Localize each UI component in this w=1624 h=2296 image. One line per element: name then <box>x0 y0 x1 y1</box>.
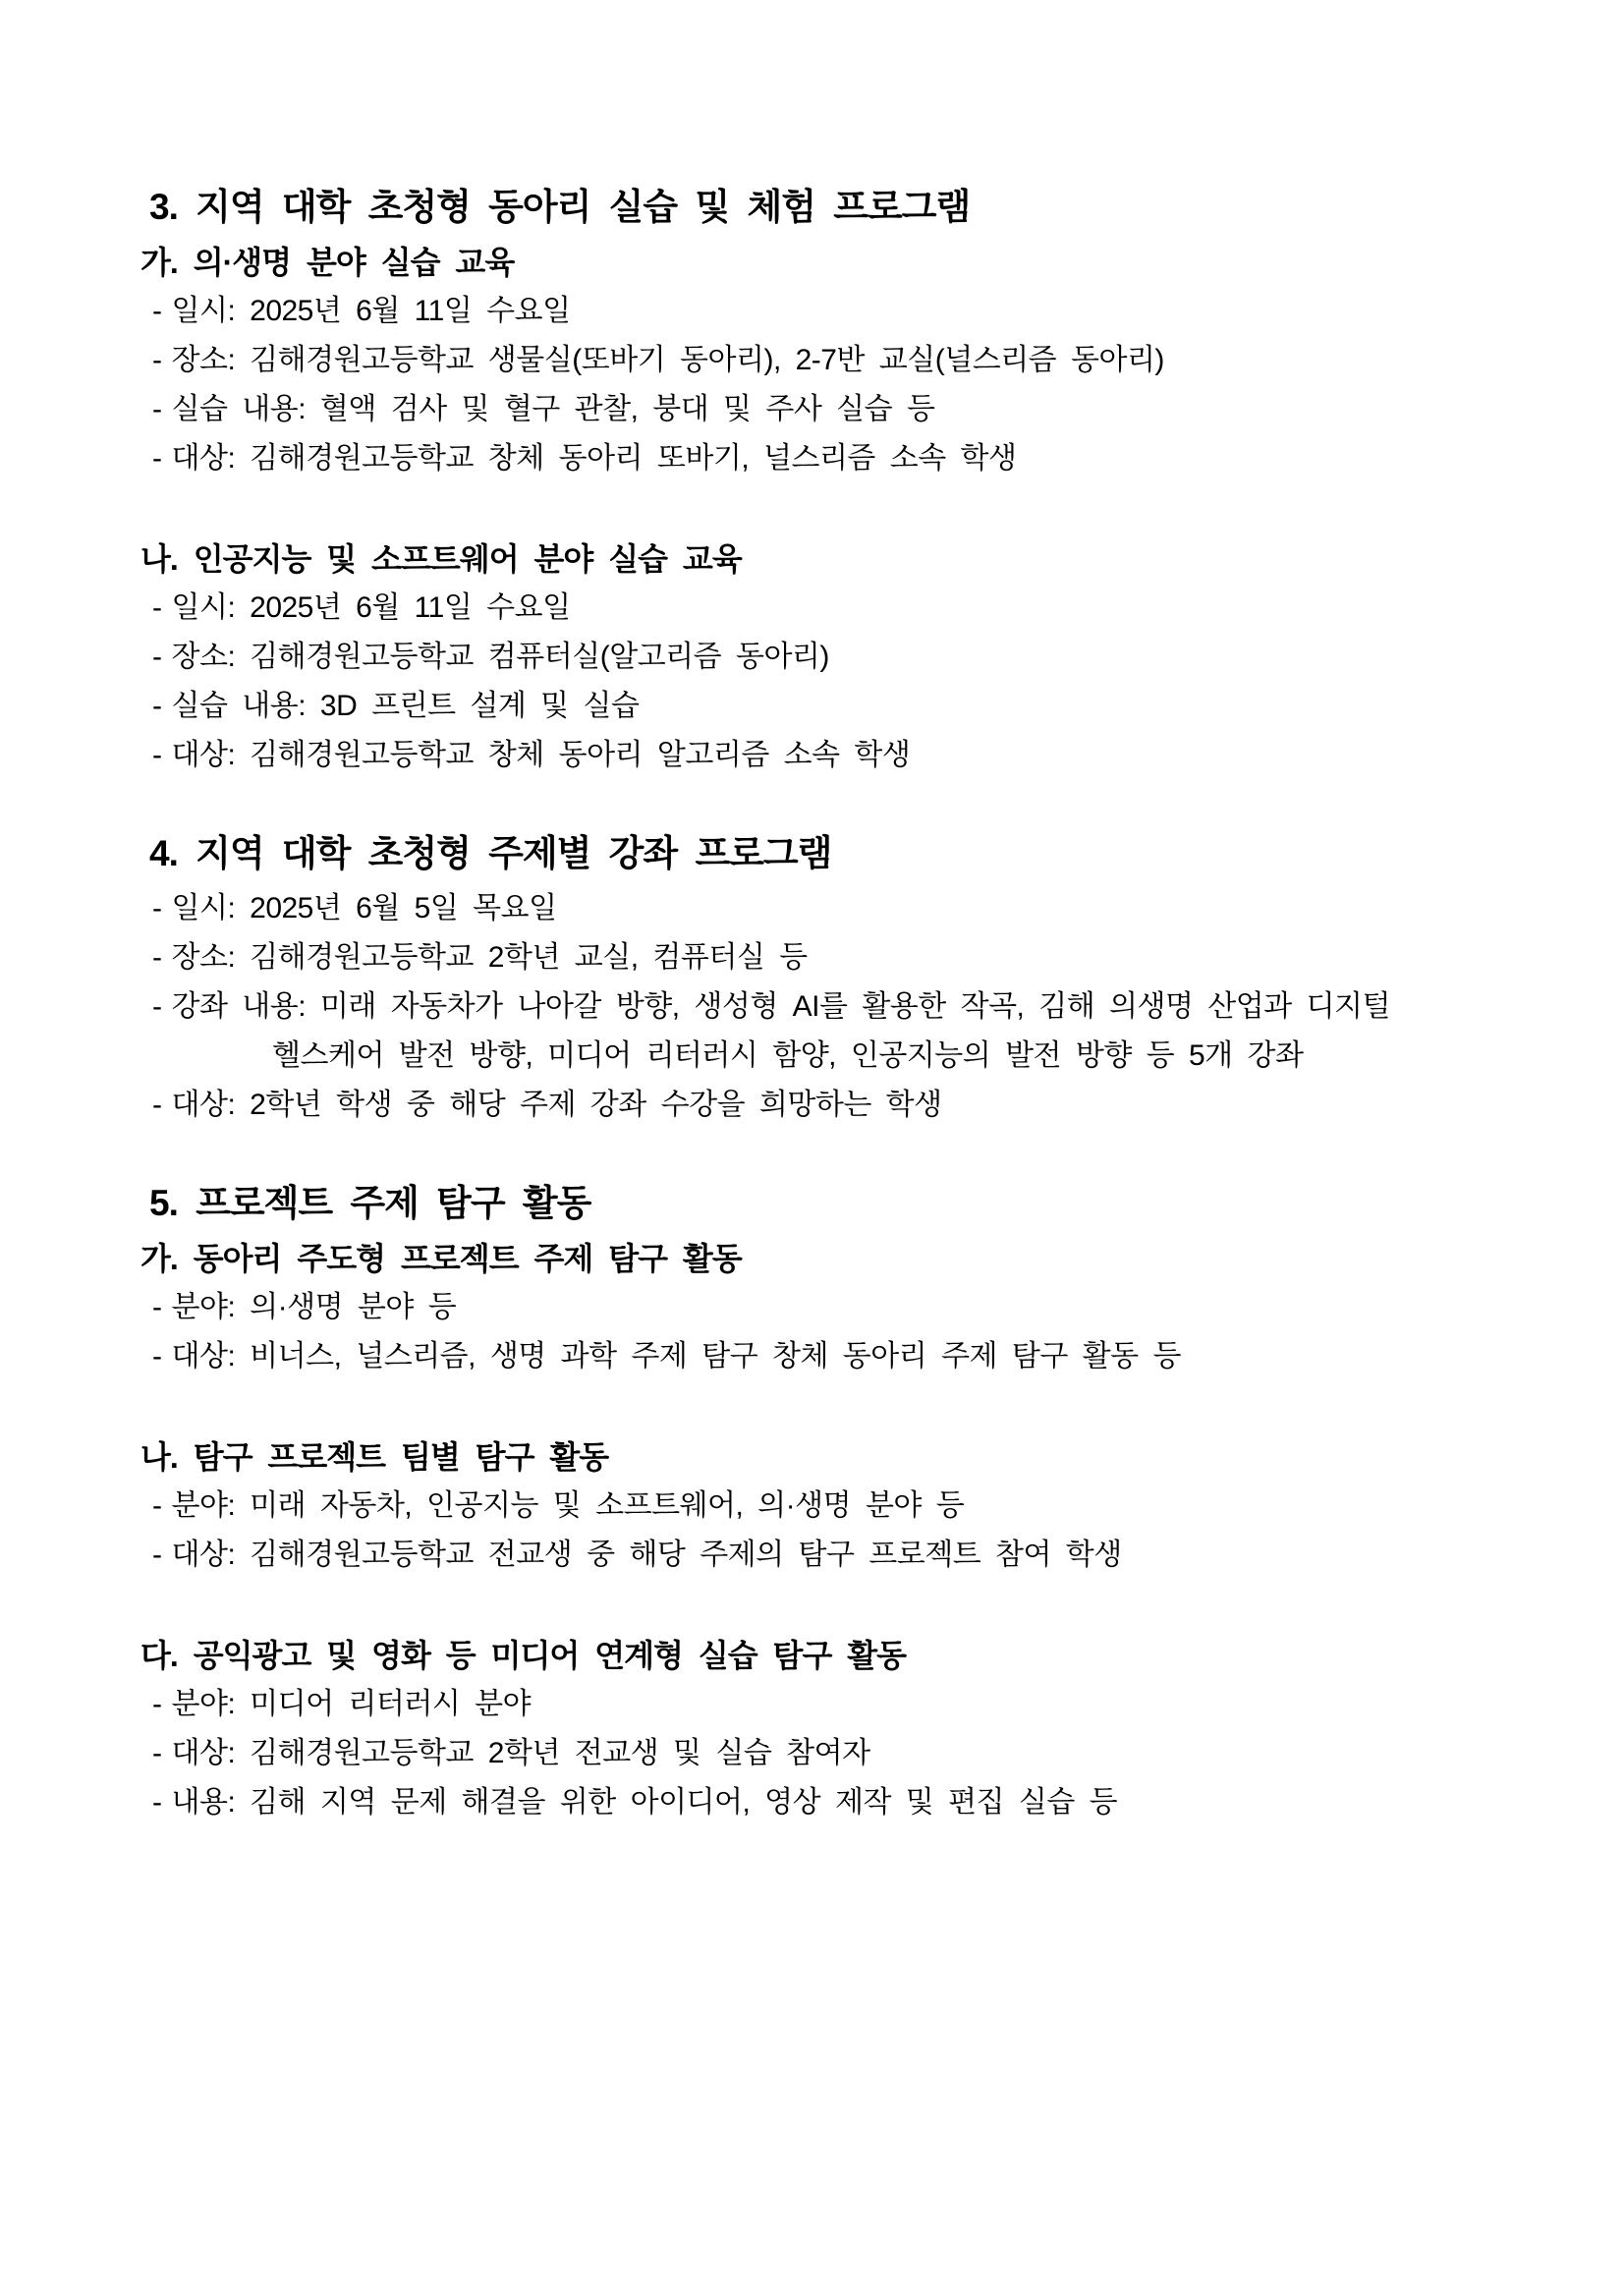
list-item <box>152 1680 1526 1729</box>
subsection <box>140 238 1526 483</box>
item-dash: - <box>152 1539 162 1571</box>
subsection-label: 다. <box>140 1638 178 1673</box>
section-heading <box>149 1179 1526 1228</box>
subsection-label: 가. <box>140 1241 178 1276</box>
section-heading <box>149 183 1526 232</box>
item-dash: - <box>152 1340 162 1372</box>
item-line <box>152 336 1526 385</box>
subsection-title: 의·생명 분야 실습 교육 <box>193 245 515 280</box>
item-text: 강좌 내용: 미래 자동차가 나아갈 방향, 생성형 AI를 활용한 작곡, 김해 의생명 산업과 디지털 <box>171 990 1391 1023</box>
subsection-heading <box>140 534 1526 584</box>
list-item <box>152 982 1526 1081</box>
item-dash: - <box>152 591 162 624</box>
subsection <box>140 884 1526 1130</box>
item-line <box>152 1482 1526 1531</box>
item-dash: - <box>152 990 162 1023</box>
item-dash: - <box>152 295 162 327</box>
item-line <box>152 1531 1526 1580</box>
subsection <box>140 1234 1526 1381</box>
item-dash: - <box>152 1291 162 1323</box>
section-number: 5. <box>149 1183 178 1223</box>
item-text: 분야: 미래 자동차, 인공지능 및 소프트웨어, 의·생명 분야 등 <box>171 1489 965 1522</box>
item-line <box>152 633 1526 682</box>
list-item <box>152 633 1526 682</box>
item-text: 분야: 미디어 리터러시 분야 <box>171 1688 532 1720</box>
subsection-label: 가. <box>140 245 178 280</box>
item-text: 대상: 김해경원고등학교 전교생 중 해당 주제의 탐구 프로젝트 참여 학생 <box>171 1539 1122 1571</box>
list-item <box>152 933 1526 982</box>
item-text: 내용: 김해 지역 문제 해결을 위한 아이디어, 영상 제작 및 편집 실습 등 <box>171 1786 1118 1819</box>
subsection-label: 나. <box>140 1439 178 1475</box>
item-line <box>152 884 1526 933</box>
list-item <box>152 434 1526 483</box>
list-item <box>152 1283 1526 1332</box>
subsection-heading <box>140 1432 1526 1482</box>
list-item <box>152 385 1526 434</box>
item-text: 일시: 2025년 6월 11일 수요일 <box>171 591 571 624</box>
section-3 <box>140 183 1526 780</box>
item-line <box>152 1680 1526 1729</box>
list-item <box>152 584 1526 633</box>
item-line <box>152 1081 1526 1130</box>
list-item <box>152 336 1526 385</box>
item-line <box>152 434 1526 483</box>
subsection-title: 동아리 주도형 프로젝트 주제 탐구 활동 <box>193 1241 742 1276</box>
item-dash: - <box>152 1786 162 1819</box>
list-item <box>152 682 1526 731</box>
item-text: 장소: 김해경원고등학교 생물실(또바기 동아리), 2-7반 교실(널스리즘 동아리) <box>171 344 1164 376</box>
item-dash: - <box>152 690 162 722</box>
item-dash: - <box>152 739 162 771</box>
list-item <box>152 1081 1526 1130</box>
subsection <box>140 534 1526 780</box>
item-text: 대상: 2학년 학생 중 해당 주제 강좌 수강을 희망하는 학생 <box>171 1089 942 1121</box>
item-dash: - <box>152 344 162 376</box>
subsection-heading <box>140 238 1526 287</box>
subsection-title: 공익광고 및 영화 등 미디어 연계형 실습 탐구 활동 <box>193 1638 907 1673</box>
item-continuation-line <box>152 1032 1526 1081</box>
section-number: 4. <box>149 833 178 873</box>
section-title: 프로젝트 주제 탐구 활동 <box>196 1183 591 1223</box>
item-dash: - <box>152 442 162 475</box>
subsection <box>140 1432 1526 1580</box>
section-heading <box>149 829 1526 878</box>
subsection <box>140 1631 1526 1827</box>
item-dash: - <box>152 892 162 924</box>
section-4 <box>140 829 1526 1130</box>
list-item <box>152 1778 1526 1827</box>
item-text: 일시: 2025년 6월 11일 수요일 <box>171 295 571 327</box>
subsection-title: 탐구 프로젝트 팀별 탐구 활동 <box>193 1439 609 1475</box>
item-text: 대상: 김해경원고등학교 2학년 전교생 및 실습 참여자 <box>171 1737 870 1769</box>
item-line <box>152 731 1526 780</box>
item-dash: - <box>152 1688 162 1720</box>
item-dash: - <box>152 1737 162 1769</box>
item-line <box>152 1283 1526 1332</box>
item-dash: - <box>152 1489 162 1522</box>
list-item <box>152 287 1526 336</box>
subsection-title: 인공지능 및 소프트웨어 분야 실습 교육 <box>193 541 742 577</box>
list-item <box>152 1482 1526 1531</box>
item-text: 장소: 김해경원고등학교 컴퓨터실(알고리즘 동아리) <box>171 641 829 673</box>
item-dash: - <box>152 941 162 974</box>
item-text: 대상: 김해경원고등학교 창체 동아리 또바기, 널스리즘 소속 학생 <box>171 442 1017 475</box>
section-title: 지역 대학 초청형 주제별 강좌 프로그램 <box>196 833 832 873</box>
item-text: 분야: 의·생명 분야 등 <box>171 1291 457 1323</box>
item-text: 실습 내용: 3D 프린트 설계 및 실습 <box>171 690 640 722</box>
item-dash: - <box>152 1089 162 1121</box>
subsection-heading <box>140 1631 1526 1680</box>
item-text: 헬스케어 발전 방향, 미디어 리터러시 함양, 인공지능의 발전 방향 등 5개 강좌 <box>272 1039 1304 1072</box>
item-line <box>152 1778 1526 1827</box>
list-item <box>152 731 1526 780</box>
section-number: 3. <box>149 187 178 227</box>
list-item <box>152 1531 1526 1580</box>
list-item <box>152 1332 1526 1381</box>
section-title: 지역 대학 초청형 동아리 실습 및 체험 프로그램 <box>196 187 971 227</box>
item-text: 대상: 김해경원고등학교 창체 동아리 알고리즘 소속 학생 <box>171 739 911 771</box>
item-text: 장소: 김해경원고등학교 2학년 교실, 컴퓨터실 등 <box>171 941 808 974</box>
list-item <box>152 1729 1526 1778</box>
item-line <box>152 1729 1526 1778</box>
subsection-label: 나. <box>140 541 178 577</box>
item-line <box>152 982 1526 1032</box>
item-line <box>152 584 1526 633</box>
item-line <box>152 933 1526 982</box>
item-line <box>152 287 1526 336</box>
item-text: 실습 내용: 혈액 검사 및 혈구 관찰, 붕대 및 주사 실습 등 <box>171 393 935 425</box>
item-text: 일시: 2025년 6월 5일 목요일 <box>171 892 557 924</box>
item-line <box>152 1332 1526 1381</box>
item-dash: - <box>152 393 162 425</box>
item-line <box>152 385 1526 434</box>
item-text: 대상: 비너스, 널스리즘, 생명 과학 주제 탐구 창체 동아리 주제 탐구 활동 등 <box>171 1340 1181 1372</box>
section-5 <box>140 1179 1526 1827</box>
item-dash: - <box>152 641 162 673</box>
item-line <box>152 682 1526 731</box>
subsection-heading <box>140 1234 1526 1283</box>
list-item <box>152 884 1526 933</box>
